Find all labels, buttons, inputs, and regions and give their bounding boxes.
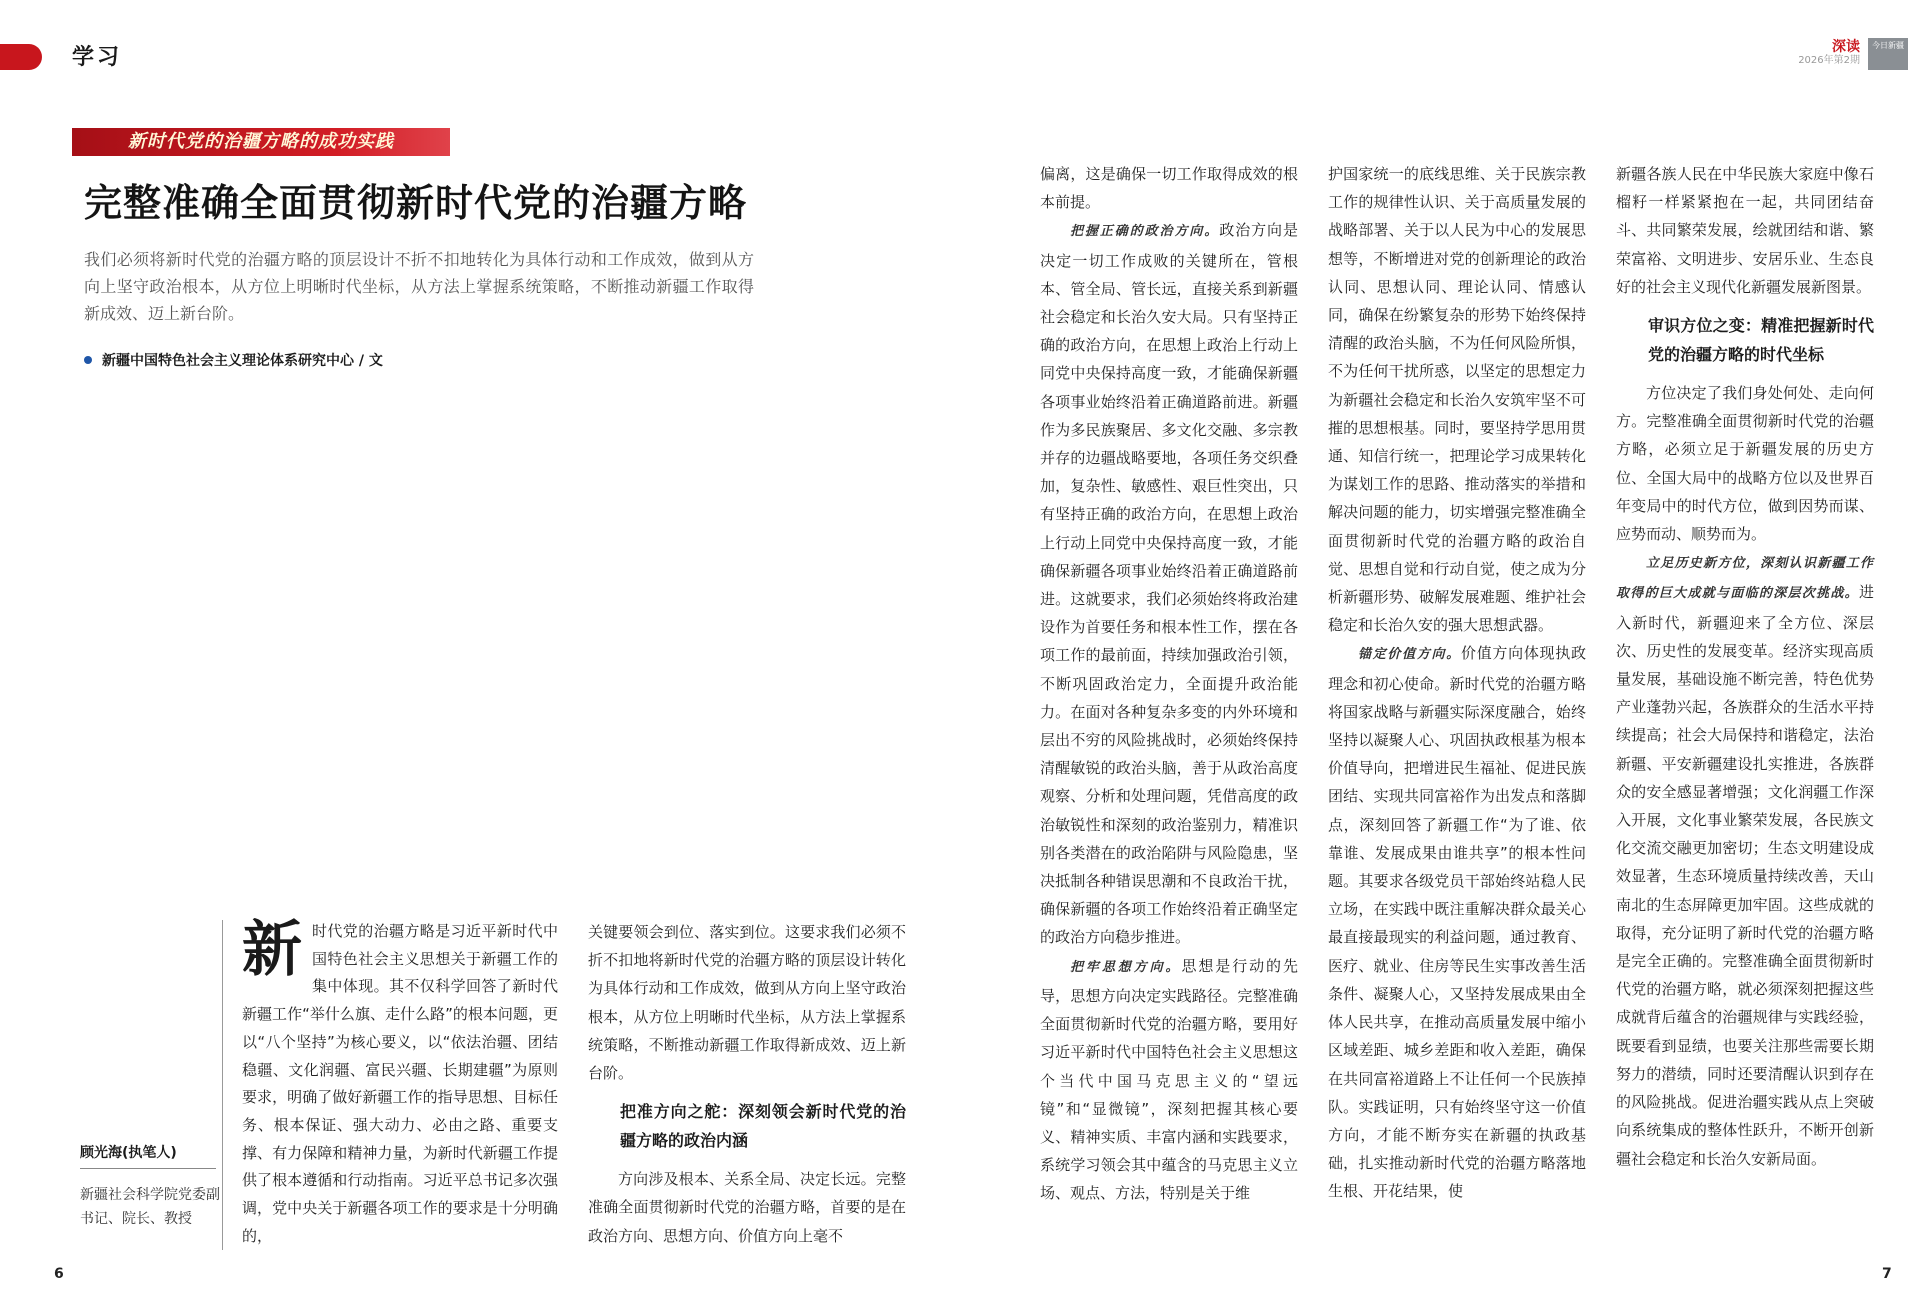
paragraph xyxy=(1328,639,1586,1205)
paragraph: 关键要领会到位、落实到位。这要求我们必须不折不扣地将新时代党的治疆方略的顶层设计转化为具体行动和工作成效，做到从方向上坚守政治根本，从方位上明晰时代坐标，从方法上掌握系统策略，不断推动新疆工作取得新成效、迈上新台阶。 xyxy=(588,923,906,1083)
paragraph-lead: 立足历史新方位，深刻认识新疆工作取得的巨大成就与面临的深层次挑战。 xyxy=(1616,556,1874,602)
author-divider xyxy=(80,1168,216,1169)
issue-number: 2026年第2期 xyxy=(1798,55,1860,67)
section-kicker: 新时代党的治疆方略的成功实践 xyxy=(72,128,450,156)
paragraph: 新疆各族人民在中华民族大家庭中像石榴籽一样紧紧抱在一起，共同团结奋斗、共同繁荣发展，绘就团结和谐、繁荣富裕、文明进步、安居乐业、生态良好的社会主义现代化新疆发展新图景。 xyxy=(1616,165,1874,296)
brand-logo-box: 今日新疆 xyxy=(1868,38,1908,70)
brand-name: 深读 xyxy=(1832,39,1860,55)
paragraph xyxy=(1040,216,1298,951)
article-summary: 我们必须将新时代党的治疆方略的顶层设计不折不扣地转化为具体行动和工作成效，做到从方向上坚守政治根本，从方位上明晰时代坐标，从方法上掌握系统策略，不断推动新疆工作取得新成效、迈上新台阶。 xyxy=(84,250,754,323)
text-column-3 xyxy=(1040,160,1298,1208)
author-name: 顾光海(执笔人) xyxy=(80,1145,177,1161)
bullet-dot-icon xyxy=(84,356,92,364)
paragraph-body: 思想是行动的先导，思想方向决定实践路径。完整准确全面贯彻新时代党的治疆方略，要用好习近平新时代中国特色社会主义思想这个当代中国马克思主义的“望远镜”和“显微镜”，深刻把握其核心要义、精神实质、丰富内涵和实践要求，系统学习领会其中蕴含的马克思主义立场、观点、方法，特别是关于维 xyxy=(1040,956,1298,1203)
paragraph: 方位决定了我们身处何处、走向何方。完整准确全面贯彻新时代党的治疆方略，必须立足于新疆发展的历史方位、全国大局中的战略方位以及世界百年变局中的时代方位，做到因势而谋、应势而动、顺势而为。 xyxy=(1616,384,1874,544)
paragraph: 偏离，这是确保一切工作取得成效的根本前提。 xyxy=(1040,165,1298,212)
paragraph: 护国家统一的底线思维、关于民族宗教工作的规律性认识、关于高质量发展的战略部署、关于以人民为中心的发展思想等，不断增进对党的创新理论的政治认同、思想认同、理论认同、情感认同，确保在纷繁复杂的形势下始终保持清醒的政治头脑，不为任何风险所惧，不为任何干扰所惑，以坚定的思想定力为新疆社会稳定和长治久安筑牢坚不可摧的思想根基。同时，要坚持学思用贯通、知信行统一，把理论学习成果转化为谋划工作的思路、推动落实的举措和解决问题的能力，切实增强完整准确全面贯彻新时代党的治疆方略的政治自觉、思想自觉和行动自觉，使之成为分析新疆形势、破解发展难题、维护社会稳定和长治久安的强大思想武器。 xyxy=(1328,165,1586,635)
paragraph-body: 政治方向是决定一切工作成败的关键所在，管根本、管全局、管长远，直接关系到新疆社会稳定和长治久安大局。只有坚持正确的政治方向，在思想上政治上行动上同党中央保持高度一致，才能确保新疆各项事业始终沿着正确道路前进。新疆作为多民族聚居、多文化交融、多宗教并存的边疆战略要地，各项任务交织叠加，复杂性、敏感性、艰巨性突出，只有坚持正确的政治方向，在思想上政治上行动上同党中央保持高度一致，才能确保新疆各项事业始终沿着正确道路前进。这就要求，我们必须始终将政治建设作为首要任务和根本性工作，摆在各项工作的最前面，持续加强政治引领，不断巩固政治定力，全面提升政治能力。在面对各种复杂多变的内外环境和层出不穷的风险挑战时，必须始终保持清醒敏锐的政治头脑，善于从政治高度观察、分析和处理问题，凭借高度的政治敏锐性和深刻的政治鉴别力，精准识别各类潜在的政治陷阱与风险隐患，坚决抵制各种错误思潮和不良政治干扰，确保新疆的各项工作始终沿着正确坚定的政治方向稳步推进。 xyxy=(1040,221,1298,947)
paragraph xyxy=(1040,952,1298,1208)
author-title: 新疆社会科学院党委副书记、院长、教授 xyxy=(80,1187,220,1227)
paragraph-body: 进入新时代，新疆迎来了全方位、深层次、历史性的发展变革。经济实现高质量发展，基础设施不断完善，特色优势产业蓬勃兴起，各族群众的生活水平持续提高；社会大局保持和谐稳定，法治新疆、平安新疆建设扎实推进，各族群众的安全感显著增强；文化润疆工作深入开展，文化事业繁荣发展，各民族文化交流交融更加密切；生态文明建设成效显著，生态环境质量持续改善，天山南北的生态屏障更加牢固。这些成就的取得，充分证明了新时代党的治疆方略是完全正确的。完整准确全面贯彻新时代党的治疆方略，就必须深刻把握这些成就背后蕴含的治疆规律与实践经验，既要看到显绩，也要关注那些需要长期努力的潜绩，同时还要清醒认识到存在的风险挑战。促进治疆实践从点上突破向系统集成的整体性跃升，不断开创新疆社会稳定和长治久安新局面。 xyxy=(1616,583,1874,1168)
paragraph-lead: 把牢思想方向。 xyxy=(1070,959,1182,975)
section-tab-marker xyxy=(0,44,42,70)
paragraph xyxy=(1616,548,1874,1172)
paragraph: 方向涉及根本、关系全局、决定长远。完整准确全面贯彻新时代党的治疆方略，首要的是在政治方向、思想方向、价值方向上毫不 xyxy=(588,1170,906,1245)
byline xyxy=(84,350,383,370)
text-column-2 xyxy=(588,918,906,1250)
text-column-4 xyxy=(1328,160,1586,1206)
paragraph-lead: 锚定价值方向。 xyxy=(1358,647,1461,663)
section-name: 学习 xyxy=(72,44,123,70)
subheading: 把准方向之舵：深刻领会新时代党的治疆方略的政治内涵 xyxy=(620,1102,906,1151)
text-column-1 xyxy=(242,915,558,1250)
text-column-5 xyxy=(1616,160,1874,1173)
drop-cap: 新 xyxy=(242,915,302,985)
paragraph: 时代党的治疆方略是习近平新时代中国特色社会主义思想关于新疆工作的集中体现。其不仅科学回答了新时代新疆工作“举什么旗、走什么路”的根本问题，更以“八个坚持”为核心要义，以“依法治疆、团结稳疆、文化润疆、富民兴疆、长期建疆”为原则要求，明确了做好新疆工作的指导思想、目标任务、根本保证、强大动力、必由之路、重要支撑、有力保障和精神力量，为新时代新疆工作提供了根本遵循和行动指南。习近平总书记多次强调，党中央关于新疆各项工作的要求是十分明确的， xyxy=(242,922,558,1245)
magazine-brand xyxy=(1798,40,1860,66)
subheading: 审识方位之变：精准把握新时代党的治疆方略的时代坐标 xyxy=(1648,316,1874,365)
page-number-right: 7 xyxy=(1882,1266,1892,1282)
paragraph-lead: 把握正确的政治方向。 xyxy=(1070,224,1220,240)
byline-text: 新疆中国特色社会主义理论体系研究中心 / 文 xyxy=(102,353,383,369)
article-title: 完整准确全面贯彻新时代党的治疆方略 xyxy=(84,181,748,225)
column-divider xyxy=(222,920,223,1250)
page-number-left: 6 xyxy=(54,1266,64,1282)
paragraph-body: 价值方向体现执政理念和初心使命。新时代党的治疆方略将国家战略与新疆实际深度融合，始终坚持以凝聚人心、巩固执政根基为根本价值导向，把增进民生福祉、促进民族团结、实现共同富裕作为出发点和落脚点，深刻回答了新疆工作“为了谁、依靠谁、发展成果由谁共享”的根本性问题。其要求各级党员干部始终站稳人民立场，在实践中既注重解决群众最关心最直接最现实的利益问题，通过教育、医疗、就业、住房等民生实事改善生活条件、凝聚人心，又坚持发展成果由全体人民共享，在推动高质量发展中缩小区域差距、城乡差距和收入差距，确保在共同富裕道路上不让任何一个民族掉队。实践证明，只有始终坚守这一价值方向，才能不断夯实在新疆的执政基础，扎实推动新时代党的治疆方略落地生根、开花结果，使 xyxy=(1328,644,1586,1201)
